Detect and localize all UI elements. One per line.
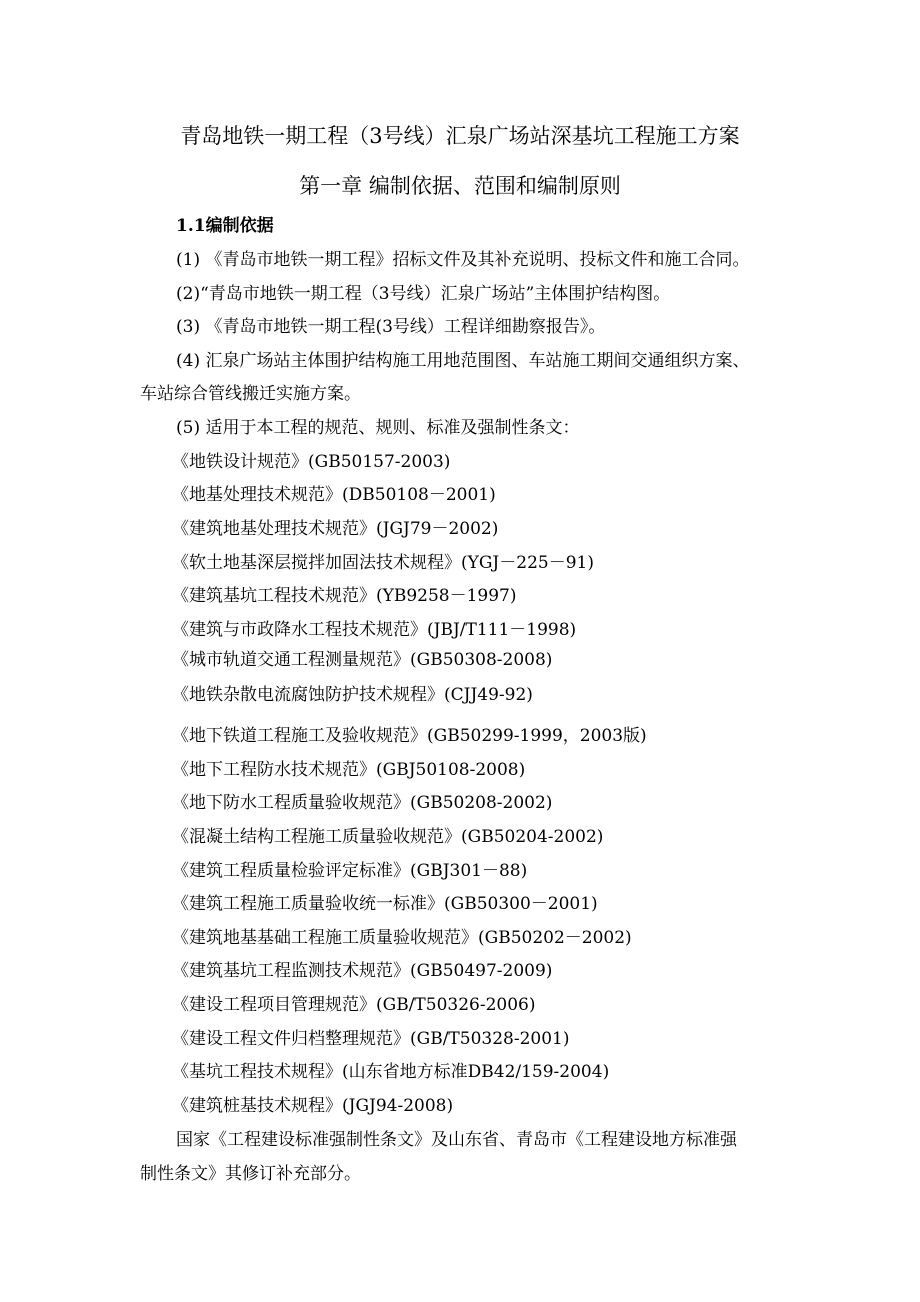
standard-item: 《建筑与市政降水工程技术规范》(JBJ/T111－1998) bbox=[172, 620, 577, 640]
standard-item: 《建筑桩基技术规程》(JGJ94-2008) bbox=[172, 1096, 454, 1116]
standard-item: 《地下防水工程质量验收规范》(GB50208-2002) bbox=[172, 793, 553, 813]
basis-item-continuation: 车站综合管线搬迁实施方案。 bbox=[140, 384, 361, 404]
standard-item: 《建筑地基处理技术规范》(JGJ79－2002) bbox=[172, 519, 499, 539]
standard-item: 《建筑基坑工程监测技术规范》(GB50497-2009) bbox=[172, 961, 553, 981]
standard-item: 《混凝土结构工程施工质量验收规范》(GB50204-2002) bbox=[172, 827, 604, 847]
standard-item: 《建筑工程施工质量验收统一标准》(GB50300－2001) bbox=[172, 894, 598, 914]
basis-item: (5) 适用于本工程的规范、规则、标准及强制性条文： bbox=[176, 418, 580, 438]
standard-item: 《地下铁道工程施工及验收规范》(GB50299-1999，2003版) bbox=[172, 726, 647, 746]
standard-item: 《地铁杂散电流腐蚀防护技术规程》(CJJ49-92) bbox=[172, 685, 533, 705]
standard-item: 《地基处理技术规范》(DB50108－2001) bbox=[172, 485, 496, 505]
standard-item: 《建筑地基基础工程施工质量验收规范》(GB50202－2002) bbox=[172, 928, 632, 948]
basis-item: (3) 《青岛市地铁一期工程(3号线）工程详细勘察报告》。 bbox=[176, 317, 606, 337]
closing-paragraph-continuation: 制性条文》其修订补充部分。 bbox=[140, 1164, 361, 1184]
document-title: 青岛地铁一期工程（3号线）汇泉广场站深基坑工程施工方案 bbox=[180, 124, 740, 148]
basis-item: (4) 汇泉广场站主体围护结构施工用地范围图、车站施工期间交通组织方案、 bbox=[176, 351, 750, 371]
chapter-heading: 第一章 编制依据、范围和编制原则 bbox=[299, 174, 621, 198]
standard-item: 《城市轨道交通工程测量规范》(GB50308-2008) bbox=[172, 650, 553, 670]
section-heading: 1.1编制依据 bbox=[176, 216, 274, 236]
standard-item: 《软土地基深层搅拌加固法技术规程》(YGJ－225－91) bbox=[172, 553, 594, 573]
standard-item: 《建设工程项目管理规范》(GB/T50326-2006) bbox=[172, 995, 536, 1015]
basis-item: (1) 《青岛市地铁一期工程》招标文件及其补充说明、投标文件和施工合同。 bbox=[176, 250, 750, 270]
standard-item: 《建筑工程质量检验评定标准》(GBJ301－88) bbox=[172, 861, 528, 881]
standard-item: 《基坑工程技术规程》(山东省地方标准DB42/159-2004) bbox=[172, 1062, 610, 1082]
standard-item: 《地下工程防水技术规范》(GBJ50108-2008) bbox=[172, 760, 526, 780]
closing-paragraph: 国家《工程建设标准强制性条文》及山东省、青岛市《工程建设地方标准强 bbox=[176, 1130, 737, 1150]
standard-item: 《地铁设计规范》(GB50157-2003) bbox=[172, 452, 451, 472]
standard-item: 《建筑基坑工程技术规范》(YB9258－1997) bbox=[172, 586, 517, 606]
basis-item: (2)“青岛市地铁一期工程（3号线）汇泉广场站”主体围护结构图。 bbox=[176, 284, 671, 304]
standard-item: 《建设工程文件归档整理规范》(GB/T50328-2001) bbox=[172, 1029, 570, 1049]
